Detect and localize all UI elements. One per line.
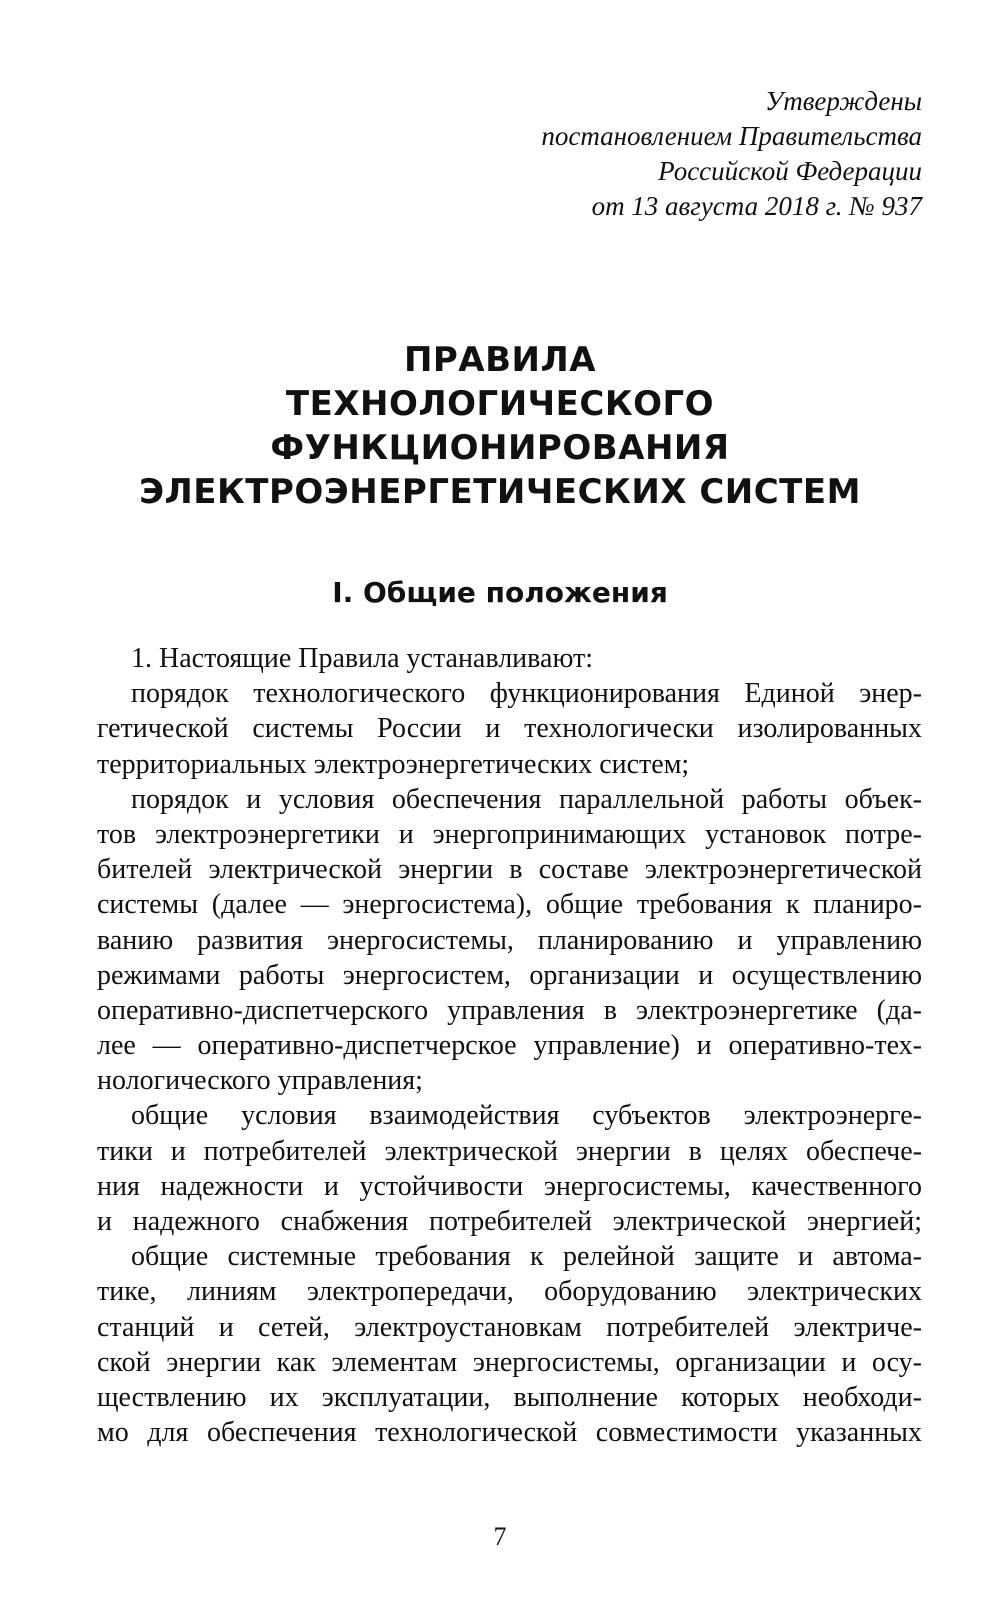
body-line: лее — оперативно-диспетчерское управление) и оперативно-тех- xyxy=(97,1030,922,1062)
section-heading: I. Общие положения xyxy=(332,576,668,609)
title-line: ПРАВИЛА xyxy=(403,340,597,380)
body-line: ществлению их эксплуатации, выполнение которых необходи- xyxy=(97,1381,922,1413)
body-line: 1. Настоящие Правила устанавливают: xyxy=(131,643,594,674)
body-line: режимами работы энергосистем, организации и осуществлению xyxy=(97,959,922,991)
approval-line: Утверждены xyxy=(765,86,922,116)
body-line: территориальных электроэнергетических систем; xyxy=(97,748,690,780)
title-line: ФУНКЦИОНИРОВАНИЯ xyxy=(270,428,730,468)
body-line: и надежного снабжения потребителей электрической энергией; xyxy=(97,1206,922,1237)
document-title xyxy=(0,338,1000,514)
body-line: станций и сетей, электроустановкам потребителей электриче- xyxy=(97,1311,922,1343)
body-line: ской энергии как элементам энергосистемы, организации и осу- xyxy=(97,1346,922,1378)
body-line: порядок и условия обеспечения параллельной работы объек- xyxy=(131,783,922,815)
title-line: ЭЛЕКТРОЭНЕРГЕТИЧЕСКИХ СИСТЕМ xyxy=(139,472,861,512)
body-line: нологического управления; xyxy=(97,1065,423,1097)
approval-block xyxy=(541,84,922,224)
body-line: гетической системы России и технологически изолированных xyxy=(97,713,922,745)
body-line: тики и потребителей электрической энергии в целях обеспече- xyxy=(97,1135,922,1167)
body-line: бителей электрической энергии в составе электроэнергетической xyxy=(97,854,922,886)
body-line: ния надежности и устойчивости энергосистемы, качественного xyxy=(97,1170,922,1202)
approval-line: от 13 августа 2018 г. № 937 xyxy=(591,191,922,221)
body-text xyxy=(97,641,922,1450)
body-line: ванию развития энергосистемы, планированию и управлению xyxy=(97,924,922,956)
approval-line: Российской Федерации xyxy=(658,156,922,186)
body-line: системы (далее — энергосистема), общие требования к планиро- xyxy=(97,889,922,921)
body-line: порядок технологического функционирования Единой энер- xyxy=(131,678,922,710)
approval-line: постановлением Правительства xyxy=(541,121,922,151)
body-line: оперативно-диспетчерского управления в электроэнергетике (да- xyxy=(97,994,922,1026)
body-line: общие условия взаимодействия субъектов электроэнерге- xyxy=(131,1100,922,1132)
body-line: тов электроэнергетики и энергопринимающих установок потре- xyxy=(97,818,922,850)
body-line: общие системные требования к релейной защите и автома- xyxy=(131,1241,922,1273)
body-line: мо для обеспечения технологической совместимости указанных xyxy=(97,1417,922,1449)
body-line: тике, линиям электропередачи, оборудованию электрических xyxy=(97,1276,922,1308)
title-line: ТЕХНОЛОГИЧЕСКОГО xyxy=(285,384,715,424)
page-number: 7 xyxy=(493,1522,507,1551)
